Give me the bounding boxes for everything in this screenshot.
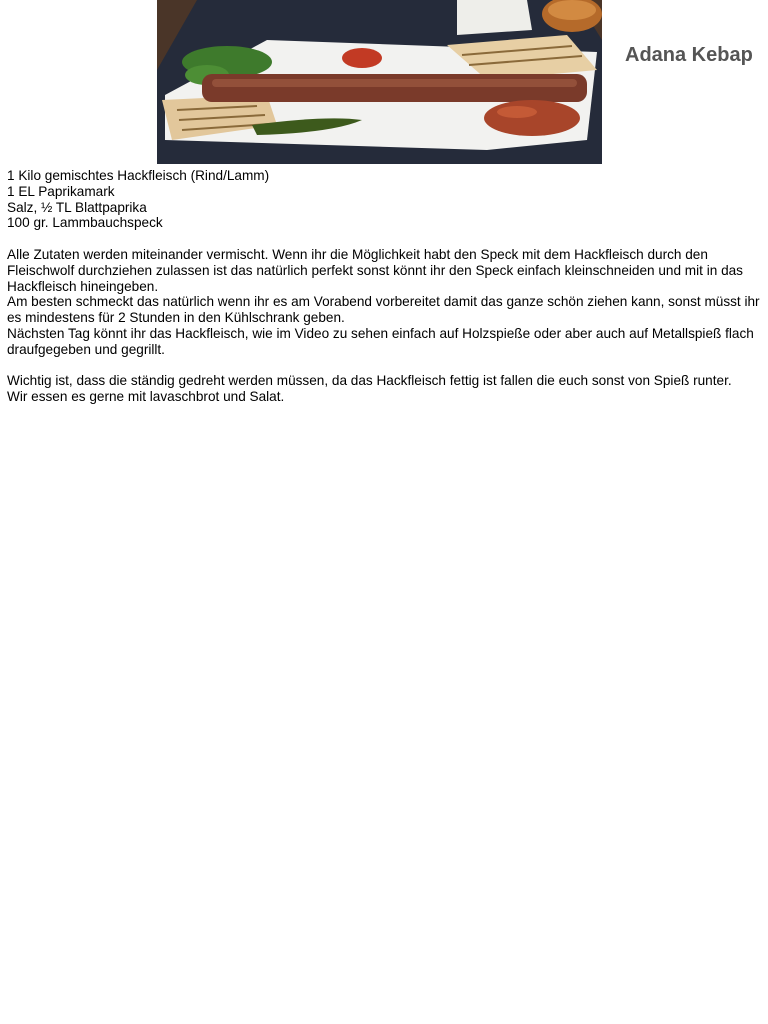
notes — [7, 373, 763, 405]
ingredient-item: 100 gr. Lammbauchspeck — [7, 215, 163, 231]
instruction-paragraph: Am besten schmeckt das natürlich wenn ihr es am Vorabend vorbereitet damit das ganze schön ziehen kann, sonst müsst ihr es mindestens für 2 Stunden in den Kühlschrank geben. — [7, 294, 760, 326]
note-paragraph: Wichtig ist, dass die ständig gedreht werden müssen, da das Hackfleisch fettig ist fallen die euch sonst von Spieß runter. — [7, 373, 732, 389]
instruction-paragraph: Nächsten Tag könnt ihr das Hackfleisch, wie im Video zu sehen einfach auf Holzspieße oder aber auch auf Metallspieß flach draufgegeben und gegrillt. — [7, 325, 754, 357]
ingredient-item: 1 EL Paprikamark — [7, 183, 115, 199]
instructions — [7, 247, 763, 358]
ingredient-item: Salz, ½ TL Blattpaprika — [7, 199, 147, 215]
kebab-plate-photo — [157, 0, 602, 164]
recipe-content — [7, 168, 763, 405]
instruction-paragraph: Alle Zutaten werden miteinander vermischt. Wenn ihr die Möglichkeit habt den Speck mit dem Hackfleisch durch den Fleischwolf durchziehen zulassen ist das natürlich perfekt sonst könnt ihr den Speck einfach kleinschneiden und mit in das Hackfleisch hineingeben. — [7, 246, 743, 294]
ingredient-item: 1 Kilo gemischtes Hackfleisch (Rind/Lamm) — [7, 168, 270, 183]
note-paragraph: Wir essen es gerne mit lavaschbrot und Salat. — [7, 389, 285, 405]
ingredient-list — [7, 168, 763, 231]
page-title: Adana Kebap — [625, 44, 753, 66]
spacer — [7, 231, 763, 247]
kebab-photo — [157, 0, 602, 164]
spacer — [7, 358, 763, 374]
